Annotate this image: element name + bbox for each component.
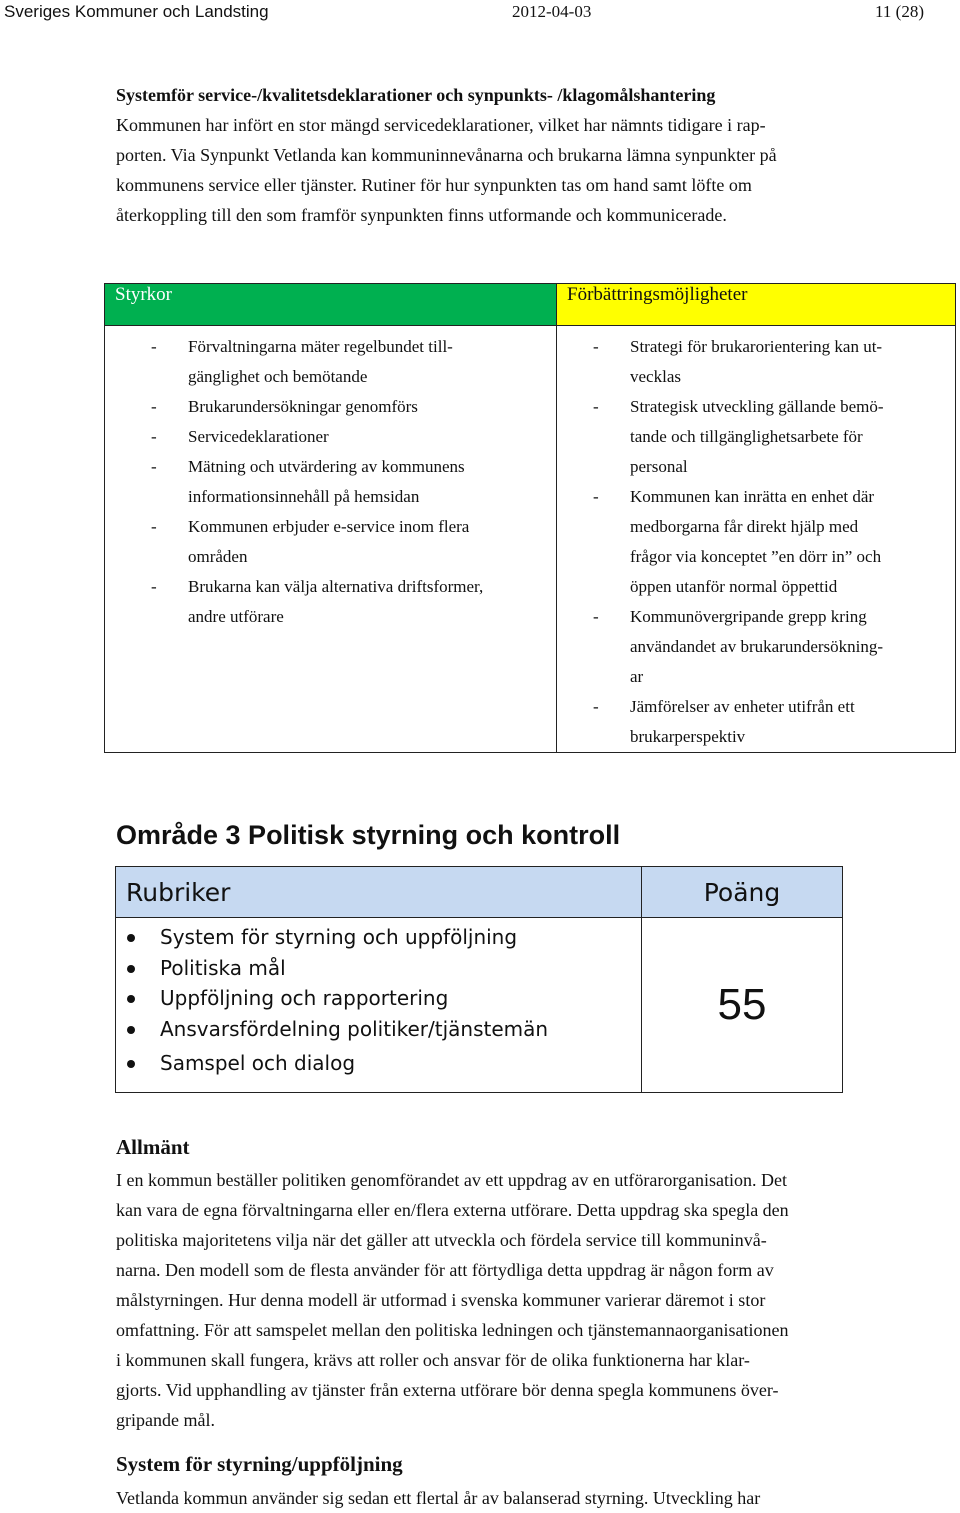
paragraph-line: omfattning. För att samspelet mellan den politiska ledningen och tjänstemannaorganisationen: [116, 1320, 789, 1340]
list-item: - Förvaltningarna mäter regelbundet till- gänglighet och bemötande: [115, 332, 546, 392]
list-item: Ansvarsfördelning politiker/tjänstemän: [116, 1014, 641, 1045]
area-title: Område 3 Politisk styrning och kontroll: [116, 820, 621, 850]
system-heading: System för styrning/uppföljning: [116, 1452, 403, 1476]
list-item: - Mätning och utvärdering av kommunens informationsinnehåll på hemsidan: [115, 452, 546, 512]
swot-table: [104, 283, 956, 753]
list-item: - Kommunen kan inrätta en enhet där medborgarna får direkt hjälp med frågor via konceptet ”en dörr in” och öppen utanför normal öppettid: [557, 482, 945, 602]
list-item: - Strategisk utveckling gällande bemö- tande och tillgänglighetsarbete för personal: [557, 392, 945, 482]
intro-line: Kommunen har infört en stor mängd servicedeklarationer, vilket har nämnts tidigare i rap-: [116, 115, 766, 135]
list-item: - Jämförelser av enheter utifrån ett brukarperspektiv: [557, 692, 945, 752]
paragraph-line: gjorts. Vid upphandling av tjänster från externa utförare bör denna spegla kommunens över-: [116, 1380, 779, 1400]
rubriker-table: [115, 866, 843, 1093]
document-date: 2012-04-03: [512, 2, 592, 21]
paragraph-line: Vetlanda kommun använder sig sedan ett flertal år av balanserad styrning. Utveckling har: [116, 1488, 761, 1508]
list-item: System för styrning och uppföljning: [116, 922, 641, 953]
paragraph-line: gripande mål.: [116, 1410, 215, 1430]
paragraph-line: politiska majoritetens vilja när det gäller att utveckla och fördela service till kommuninvå-: [116, 1230, 767, 1250]
rubriker-header: Rubriker: [116, 867, 642, 918]
page-header: [0, 0, 960, 26]
intro-line: återkoppling till den som framför synpunkten finns utformande och kommunicerade.: [116, 205, 727, 225]
points-header: Poäng: [642, 867, 843, 918]
list-item: - Strategi för brukarorientering kan ut- vecklas: [557, 332, 945, 392]
paragraph-line: narna. Den modell som de flesta använder för att förtydliga detta uppdrag är någon form av: [116, 1260, 774, 1280]
rubriker-list: [116, 922, 641, 1079]
paragraph-line: kan vara de egna förvaltningarna eller en/flera externa utförare. Detta uppdrag ska spegla den: [116, 1200, 789, 1220]
intro-line: porten. Via Synpunkt Vetlanda kan kommuninnevånarna och brukarna lämna synpunkter på: [116, 145, 777, 165]
rubriker-items-cell: [116, 918, 642, 1093]
list-item: - Kommunövergripande grepp kring användandet av brukarundersökning- ar: [557, 602, 945, 692]
paragraph-line: målstyrningen. Hur denna modell är utformad i svenska kommuner varierar däremot i stor: [116, 1290, 766, 1310]
intro-section: [116, 80, 936, 230]
general-paragraph: [116, 1165, 936, 1435]
intro-line: kommunens service eller tjänster. Rutiner för hur synpunkten tas om hand samt löfte om: [116, 175, 752, 195]
page-number: 11 (28): [875, 2, 924, 21]
strengths-header: Styrkor: [105, 284, 557, 326]
list-item: Politiska mål: [116, 953, 641, 984]
improvements-cell: [557, 326, 956, 753]
list-item: - Brukarundersökningar genomförs: [115, 392, 546, 422]
system-paragraph: [116, 1483, 936, 1513]
score-value: 55: [642, 918, 843, 1093]
strengths-cell: [105, 326, 557, 753]
strengths-list: [105, 332, 556, 632]
list-item: - Kommunen erbjuder e-service inom flera områden: [115, 512, 546, 572]
list-item: - Servicedeklarationer: [115, 422, 546, 452]
list-item: Uppföljning och rapportering: [116, 983, 641, 1014]
general-heading: Allmänt: [116, 1135, 190, 1159]
list-item: Samspel och dialog: [116, 1048, 641, 1079]
list-item: - Brukarna kan välja alternativa driftsformer, andre utförare: [115, 572, 546, 632]
paragraph-line: i kommunen skall fungera, krävs att roller och ansvar för de olika funktionerna har klar-: [116, 1350, 750, 1370]
paragraph-line: I en kommun beställer politiken genomförandet av ett uppdrag av en utförarorganisation. Det: [116, 1170, 787, 1190]
intro-title: Systemför service-/kvalitetsdeklarationer och synpunkts- /klagomålshantering: [116, 85, 716, 105]
improvements-list: [557, 332, 955, 752]
improvements-header: Förbättringsmöjligheter: [557, 284, 956, 326]
organization-name: Sveriges Kommuner och Landsting: [4, 2, 269, 21]
